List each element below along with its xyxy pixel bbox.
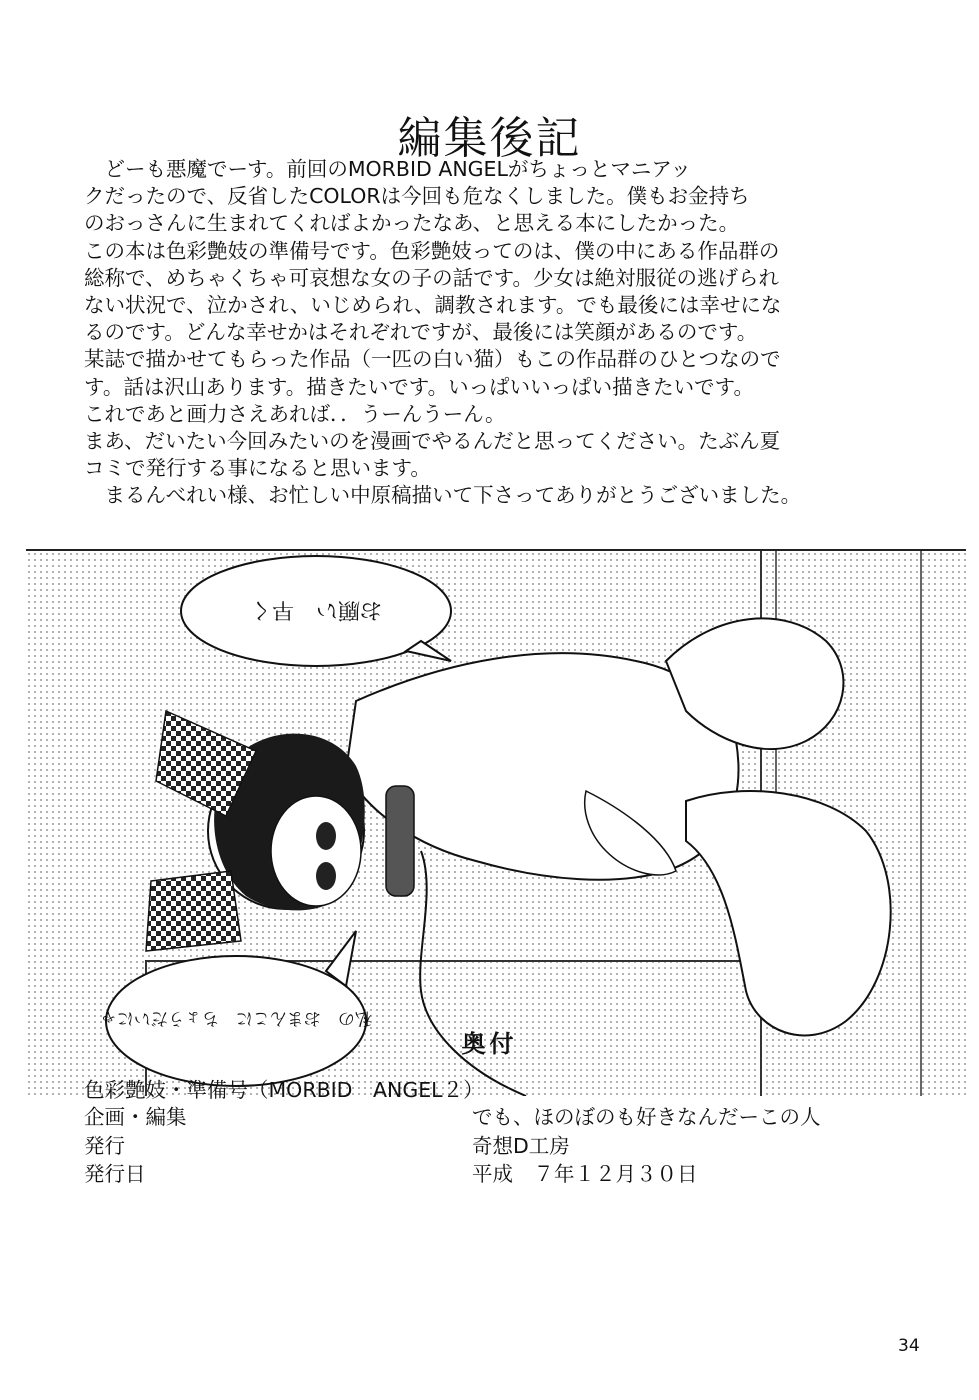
colophon-row-publisher bbox=[84, 1129, 904, 1159]
editorial-line: 総称で、めちゃくちゃ可哀想な女の子の話です。少女は絶対服従の逃げられ bbox=[84, 265, 779, 290]
colophon-book-title: 色彩艶妓・準備号（MORBID ANGEL２） bbox=[84, 1078, 484, 1102]
figure-eye bbox=[316, 862, 336, 890]
colophon-value: 奇想D工房 bbox=[472, 1134, 570, 1158]
colophon-row-date bbox=[84, 1157, 904, 1187]
figure-face bbox=[271, 796, 361, 906]
editorial-line: この本は色彩艶妓の準備号です。色彩艶妓ってのは、僕の中にある作品群の bbox=[84, 238, 780, 263]
editorial-line: ない状況で、泣かされ、いじめられ、調教されます。でも最後には幸せにな bbox=[84, 293, 782, 318]
ribbon-bow bbox=[146, 871, 241, 951]
colophon-title: 奥付 bbox=[461, 1029, 518, 1058]
speech-bubble-top-text: お願い 早く bbox=[249, 597, 383, 622]
editorial-line: クだったので、反省したCOLORは今回も危なくしました。僕もお金持ち bbox=[84, 184, 750, 209]
colophon-value: 平成 ７年１２月３０日 bbox=[472, 1162, 698, 1186]
editorial-line: コミで発行する事になると思います。 bbox=[84, 456, 431, 481]
speech-bubble-bottom-text: 私の おまんこに ちょうだいにゃ bbox=[100, 1008, 372, 1028]
colophon-label: 発行 bbox=[84, 1134, 125, 1158]
editorial-line: これであと画力さえあれば．．うーんうーん。 bbox=[84, 401, 506, 426]
editorial-title: 編集後記 bbox=[397, 113, 582, 164]
colophon-value: でも、ほのぼのも好きなんだーこの人 bbox=[472, 1105, 821, 1129]
editorial-line: まあ、だいたい今回みたいのを漫画でやるんだと思ってください。たぶん夏 bbox=[84, 429, 781, 454]
editorial-body bbox=[84, 156, 904, 510]
colophon-label: 企画・編集 bbox=[84, 1105, 187, 1129]
editorial-line: のおっさんに生まれてくればよかったなあ、と思える本にしたかった。 bbox=[84, 211, 740, 236]
editorial-line: るのです。どんな幸せかはそれぞれですが、最後には笑顔があるのです。 bbox=[84, 320, 758, 345]
editorial-line: す。話は沢山あります。描きたいです。いっぱいいっぱい描きたいです。 bbox=[84, 374, 754, 399]
colophon-row-editor bbox=[84, 1100, 904, 1130]
page-number: 34 bbox=[898, 1336, 920, 1356]
colophon-label: 発行日 bbox=[84, 1162, 146, 1186]
editorial-line: まるんべれい様、お忙しい中原稿描いて下さってありがとうございました。 bbox=[84, 483, 802, 508]
figure-collar bbox=[386, 786, 414, 896]
figure-eye bbox=[316, 822, 336, 850]
editorial-line: どーも悪魔でーす。前回のMORBID ANGELがちょっとマニアッ bbox=[84, 157, 691, 181]
editorial-line: 某誌で描かせてもらった作品（一匹の白い猫）もこの作品群のひとつなので bbox=[84, 347, 781, 372]
illustration-panel bbox=[26, 551, 966, 1096]
